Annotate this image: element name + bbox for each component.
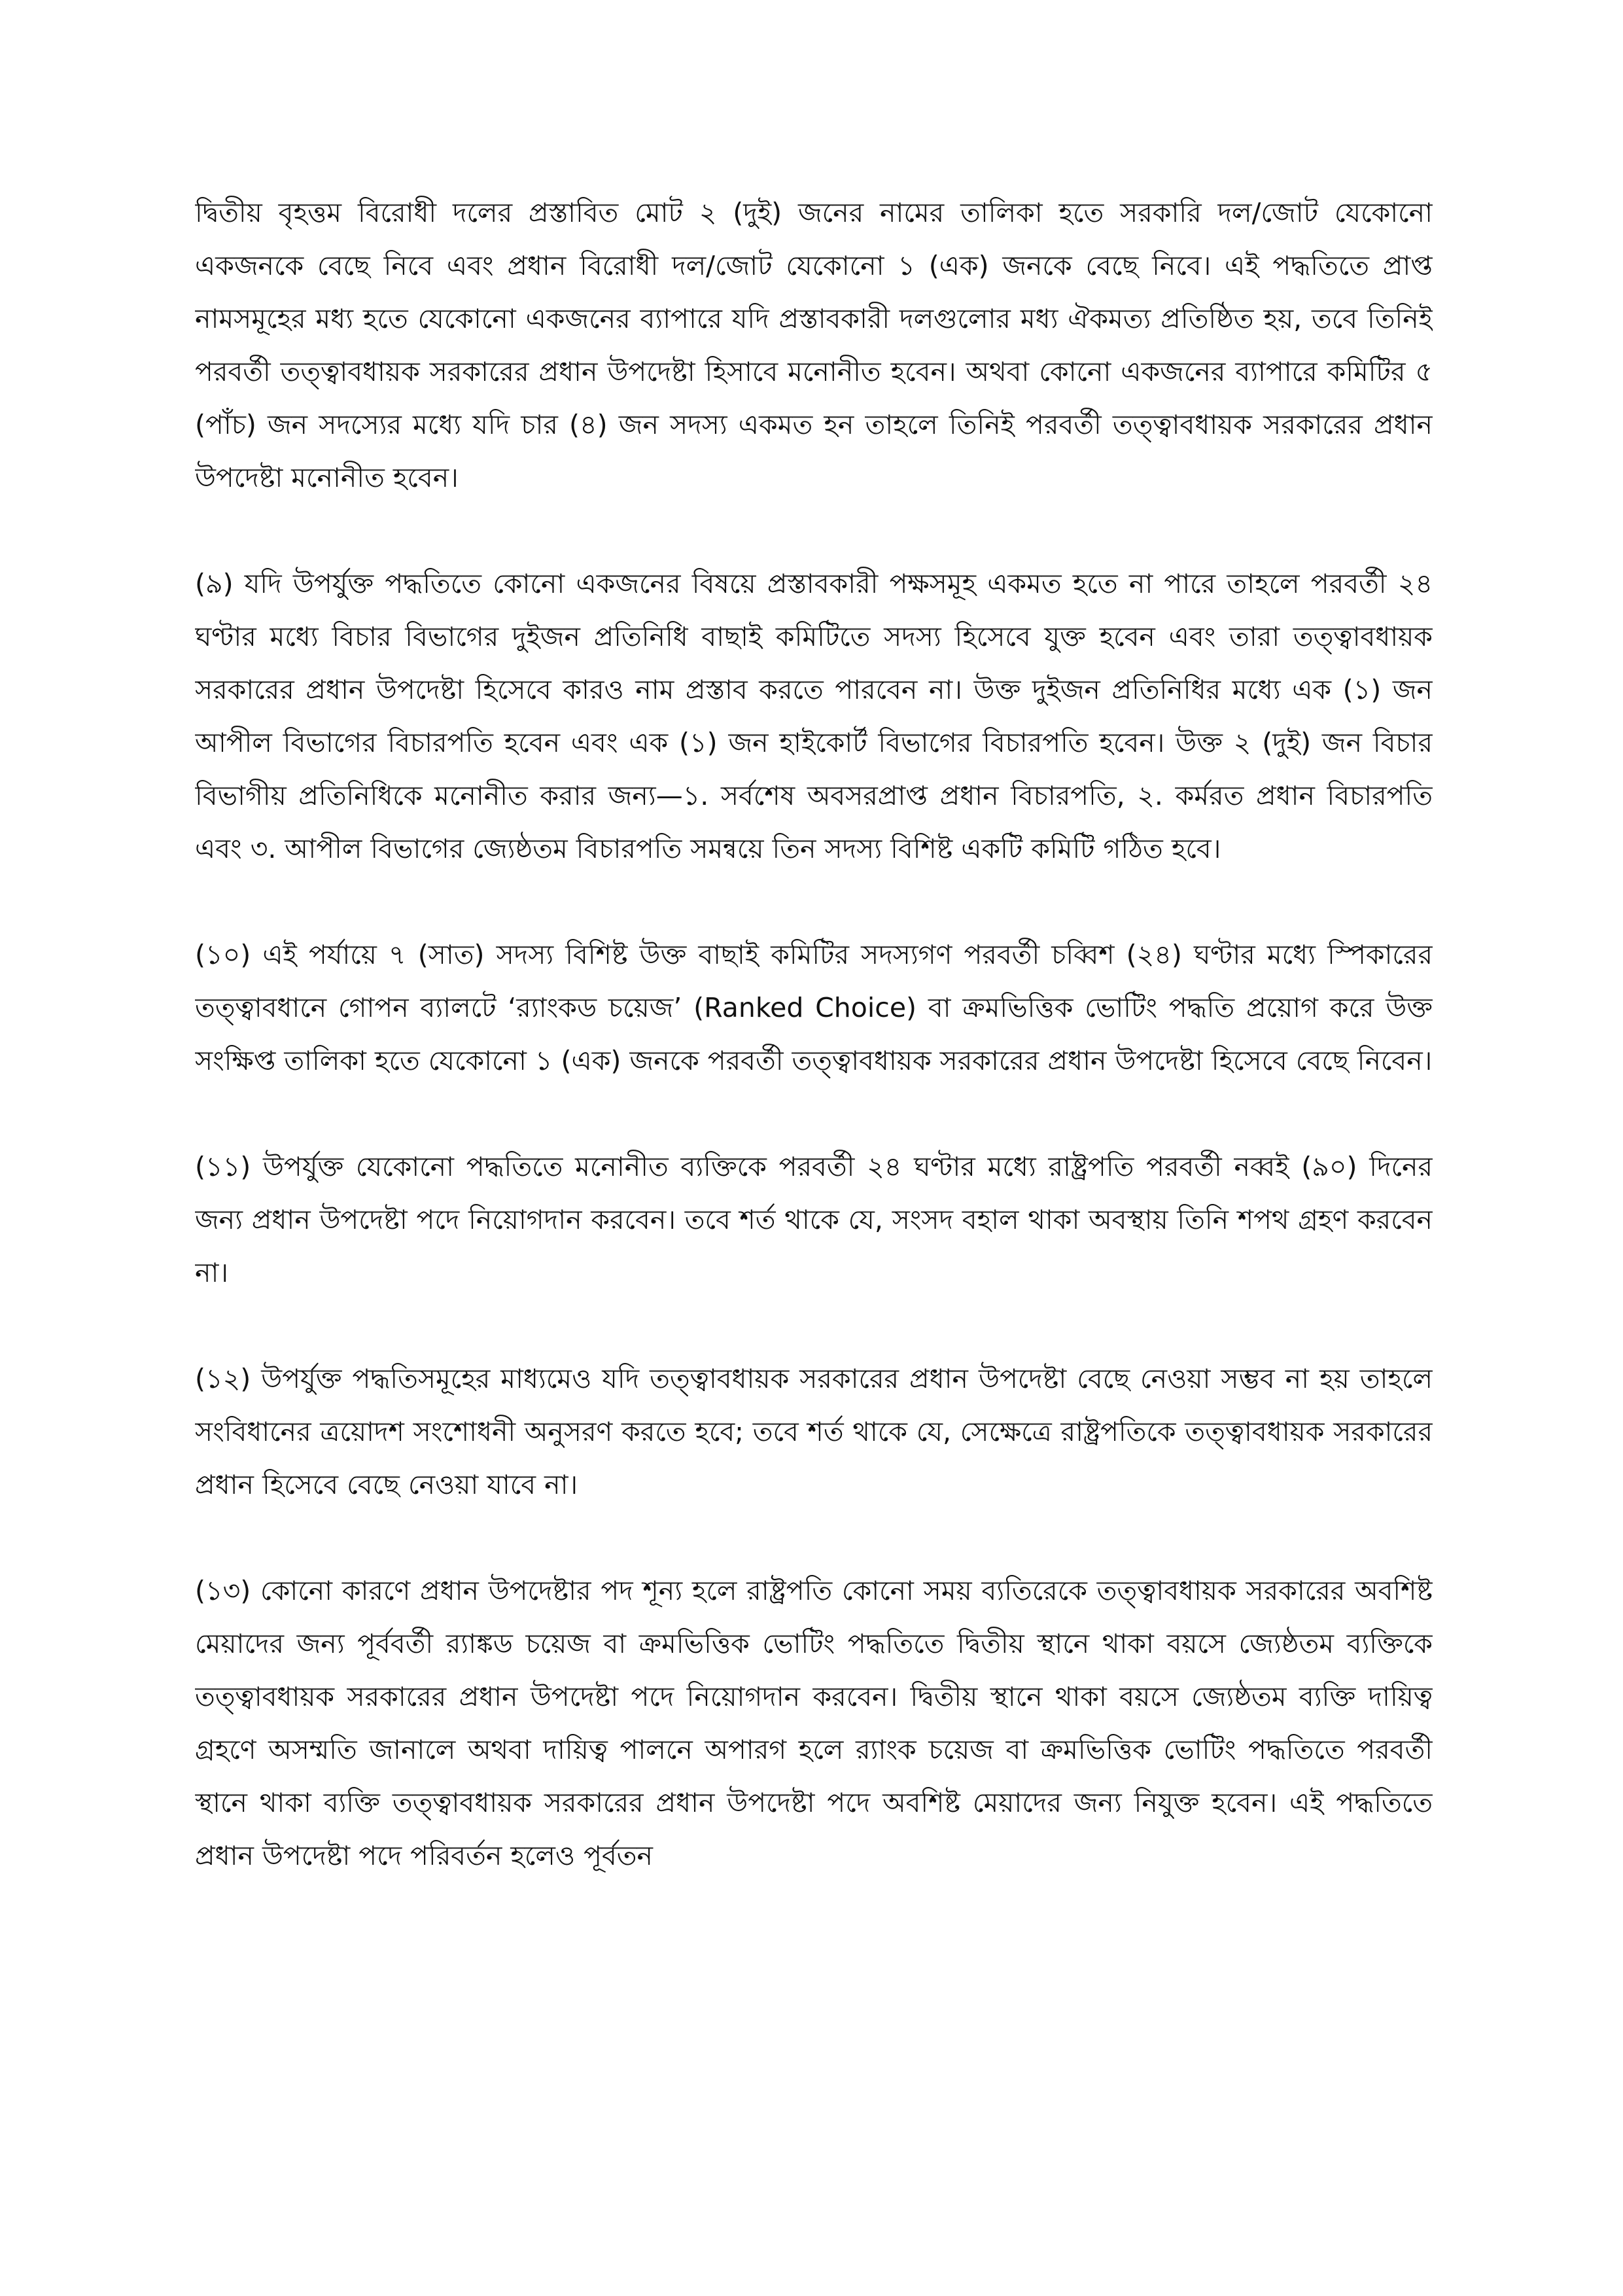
paragraph-12: (১২) উপর্যুক্ত পদ্ধতিসমূহের মাধ্যমেও যদি তত্ত্বাবধায়ক সরকারের প্রধান উপদেষ্টা বেছে নেওয়া সম্ভব না হয় তাহলে সংবিধানের ত্রয়োদশ সংশোধনী অনুসরণ করতে হবে; তবে শর্ত থাকে যে, সেক্ষেত্রে রাষ্ট্রপতিকে তত্ত্বাবধায়ক সরকারের প্রধান হিসেবে বেছে নেওয়া যাবে না। [195, 1363, 1433, 1500]
paragraph-11: (১১) উপর্যুক্ত যেকোনো পদ্ধতিতে মনোনীত ব্যক্তিকে পরবর্তী ২৪ ঘণ্টার মধ্যে রাষ্ট্রপতি পরবর্তী নব্বই (৯০) দিনের জন্য প্রধান উপদেষ্টা পদে নিয়োগদান করবেন। তবে শর্ত থাকে যে, সংসদ বহাল থাকা অবস্থায় তিনি শপথ গ্রহণ করবেন না। [195, 1151, 1433, 1288]
paragraph-continuation: দ্বিতীয় বৃহত্তম বিরোধী দলের প্রস্তাবিত মোট ২ (দুই) জনের নামের তালিকা হতে সরকারি দল/জোট যেকোনো একজনকে বেছে নিবে এবং প্রধান বিরোধী দল/জোট যেকোনো ১ (এক) জনকে বেছে নিবে। এই পদ্ধতিতে প্রাপ্ত নামসমূহের মধ্য হতে যেকোনো একজনের ব্যাপারে যদি প্রস্তাবকারী দলগুলোর মধ্য ঐকমত্য প্রতিষ্ঠিত হয়, তবে তিনিই পরবর্তী তত্ত্বাবধায়ক সরকারের প্রধান উপদেষ্টা হিসাবে মনোনীত হবেন। অথবা কোনো একজনের ব্যাপারে কমিটির ৫ (পাঁচ) জন সদস্যের মধ্যে যদি চার (৪) জন সদস্য একমত হন তাহলে তিনিই পরবর্তী তত্ত্বাবধায়ক সরকারের প্রধান উপদেষ্টা মনোনীত হবেন। [195, 197, 1433, 493]
paragraph-13: (১৩) কোনো কারণে প্রধান উপদেষ্টার পদ শূন্য হলে রাষ্ট্রপতি কোনো সময় ব্যতিরেকে তত্ত্বাবধায়ক সরকারের অবশিষ্ট মেয়াদের জন্য পূর্ববর্তী র‍্যাঙ্কড চয়েজ বা ক্রমভিত্তিক ভোটিং পদ্ধতিতে দ্বিতীয় স্থানে থাকা বয়সে জ্যেষ্ঠতম ব্যক্তিকে তত্ত্বাবধায়ক সরকারের প্রধান উপদেষ্টা পদে নিয়োগদান করবেন। দ্বিতীয় স্থানে থাকা বয়সে জ্যেষ্ঠতম ব্যক্তি দায়িত্ব গ্রহণে অসম্মতি জানালে অথবা দায়িত্ব পালনে অপারগ হলে র‍্যাংক চয়েজ বা ক্রমভিত্তিক ভোটিং পদ্ধতিতে পরবর্তী স্থানে থাকা ব্যক্তি তত্ত্বাবধায়ক সরকারের প্রধান উপদেষ্টা পদে অবশিষ্ট মেয়াদের জন্য নিযুক্ত হবেন। এই পদ্ধতিতে প্রধান উপদেষ্টা পদে পরিবর্তন হলেও পূর্বতন [195, 1575, 1433, 1871]
document-page [195, 186, 1433, 2228]
paragraph-9: (৯) যদি উপর্যুক্ত পদ্ধতিতে কোনো একজনের বিষয়ে প্রস্তাবকারী পক্ষসমূহ একমত হতে না পারে তাহলে পরবর্তী ২৪ ঘণ্টার মধ্যে বিচার বিভাগের দুইজন প্রতিনিধি বাছাই কমিটিতে সদস্য হিসেবে যুক্ত হবেন এবং তারা তত্ত্বাবধায়ক সরকারের প্রধান উপদেষ্টা হিসেবে কারও নাম প্রস্তাব করতে পারবেন না। উক্ত দুইজন প্রতিনিধির মধ্যে এক (১) জন আপীল বিভাগের বিচারপতি হবেন এবং এক (১) জন হাইকোর্ট বিভাগের বিচারপতি হবেন। উক্ত ২ (দুই) জন বিচার বিভাগীয় প্রতিনিধিকে মনোনীত করার জন্য—১. সর্বশেষ অবসরপ্রাপ্ত প্রধান বিচারপতি, ২. কর্মরত প্রধান বিচারপতি এবং ৩. আপীল বিভাগের জ্যেষ্ঠতম বিচারপতি সমন্বয়ে তিন সদস্য বিশিষ্ট একটি কমিটি গঠিত হবে। [195, 568, 1433, 864]
paragraph-10: (১০) এই পর্যায়ে ৭ (সাত) সদস্য বিশিষ্ট উক্ত বাছাই কমিটির সদস্যগণ পরবর্তী চব্বিশ (২৪) ঘণ্টার মধ্যে স্পিকারের তত্ত্বাবধানে গোপন ব্যালটে ‘র‍্যাংকড চয়েজ’ (Ranked Choice) বা ক্রমভিত্তিক ভোটিং পদ্ধতি প্রয়োগ করে উক্ত সংক্ষিপ্ত তালিকা হতে যেকোনো ১ (এক) জনকে পরবর্তী তত্ত্বাবধায়ক সরকারের প্রধান উপদেষ্টা হিসেবে বেছে নিবেন। [195, 939, 1433, 1076]
